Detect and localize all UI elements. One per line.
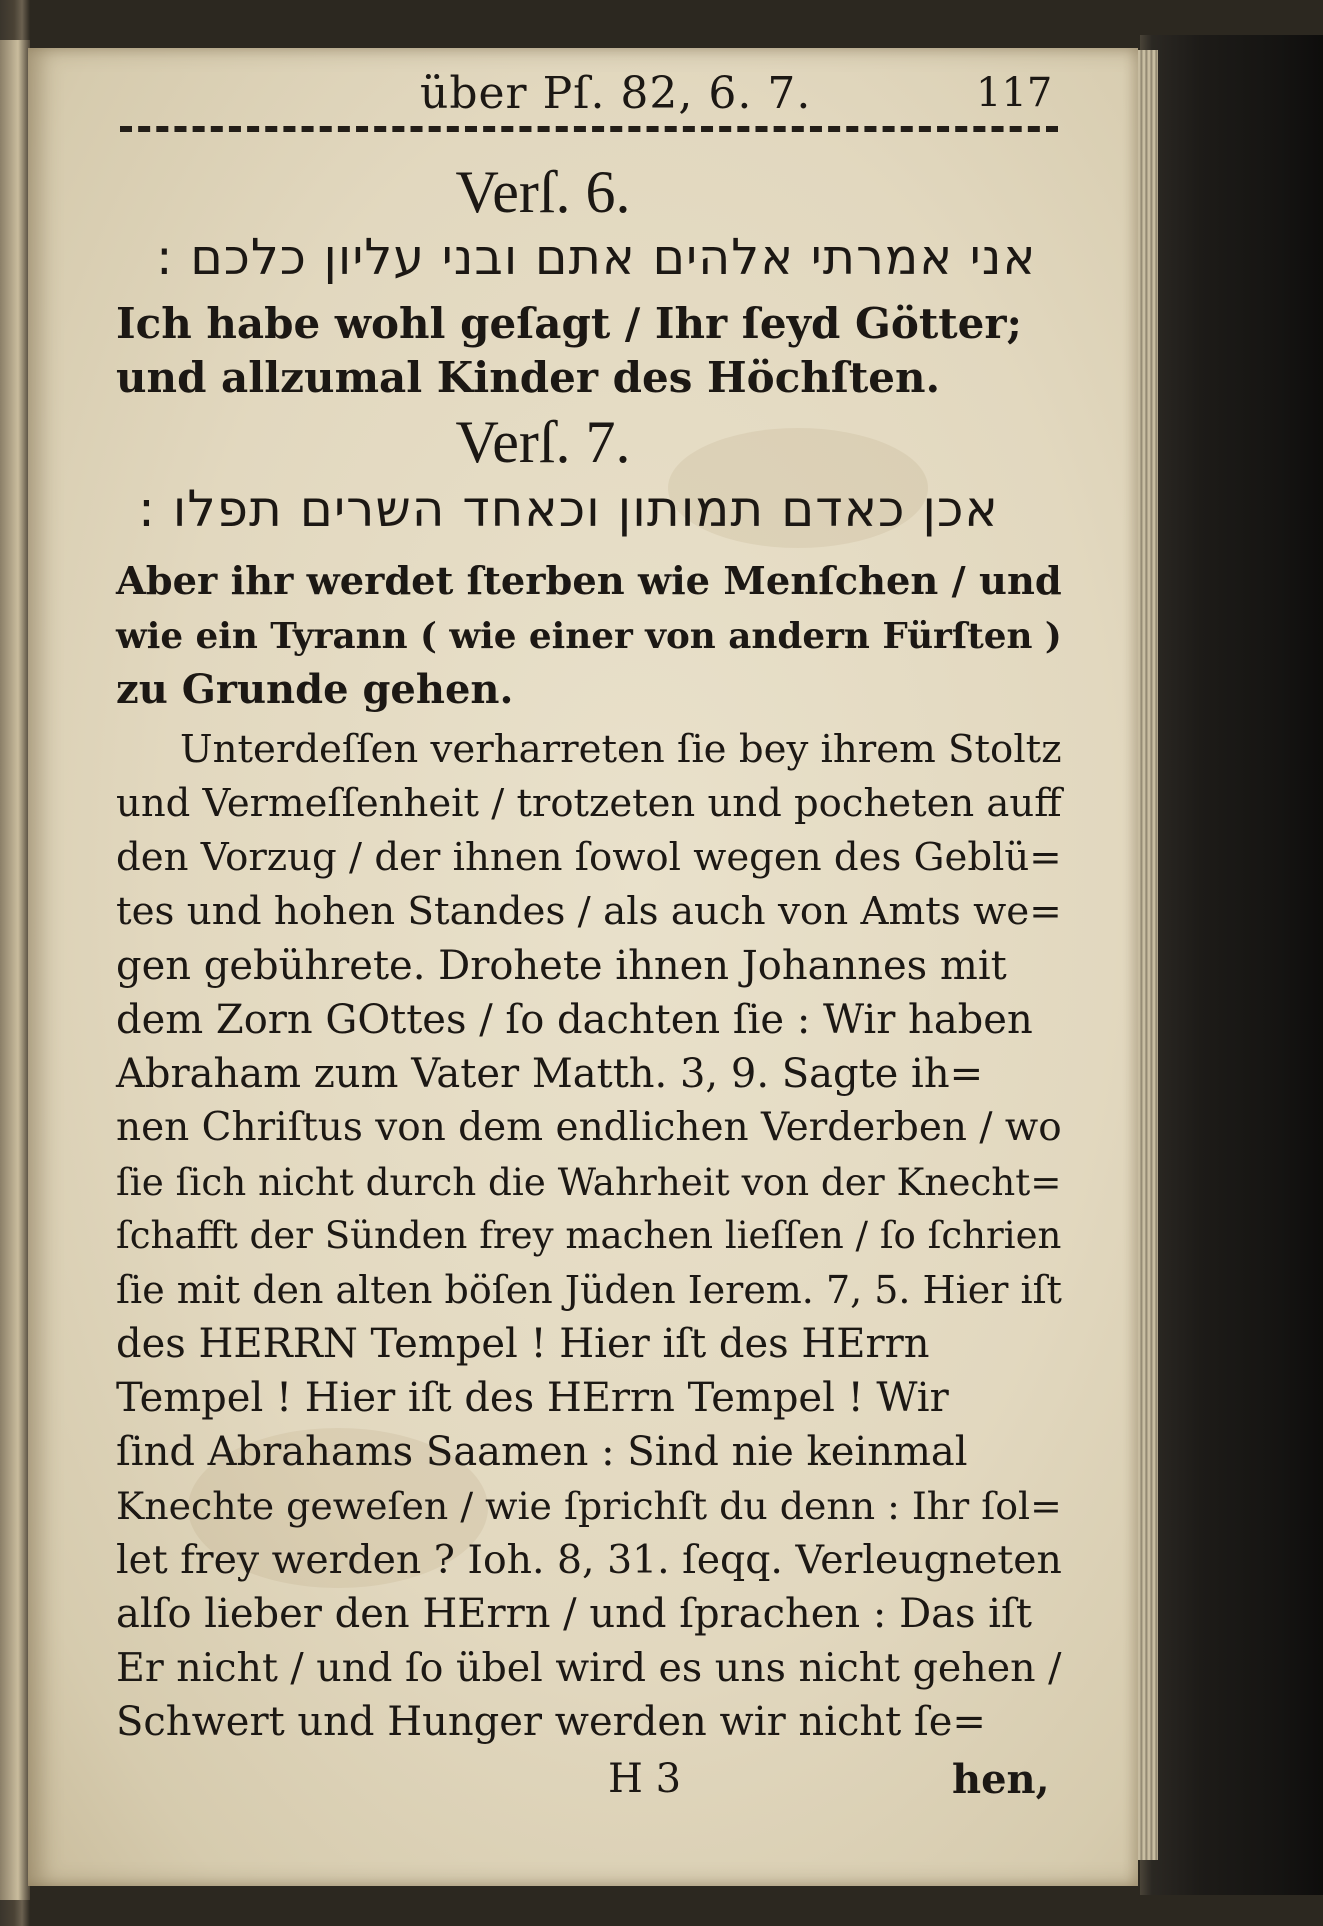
verse-7-line-3: zu Grunde gehen. bbox=[116, 666, 514, 713]
verse-7-line-1: Aber ihr werdet ſterben wie Menſchen / und bbox=[116, 559, 1062, 604]
body-line: den Vorzug / der ihnen ſowol wegen des Geblü= bbox=[116, 835, 1062, 880]
body-line: ſind Abrahams Saamen : Sind nie keinmal bbox=[116, 1429, 968, 1475]
catchword: hen, bbox=[952, 1756, 1050, 1803]
body-line: Knechte geweſen / wie ſprichſt du denn : Ihr ſol= bbox=[116, 1484, 1062, 1528]
body-line: dem Zorn GOttes / ſo dachten ſie : Wir haben bbox=[116, 997, 1033, 1043]
body-line: Er nicht / und ſo übel wird es uns nicht gehen / bbox=[116, 1645, 1062, 1691]
book-cover-board bbox=[1140, 35, 1323, 1895]
signature-mark: H 3 bbox=[608, 1756, 682, 1802]
header-rule bbox=[120, 126, 1058, 132]
body-line: Unterdeſſen verharreten ſie bey ihrem Stoltz bbox=[180, 727, 1062, 772]
body-line: und Vermeſſenheit / trotzeten und pocheten auff bbox=[116, 781, 1062, 826]
verse-6-hebrew: אני אמרתי אלהים אתם ובני עליון כלכם : bbox=[156, 228, 1037, 286]
body-line: nen Chriſtus von dem endlichen Verderben / wo bbox=[116, 1105, 1062, 1150]
body-line: Schwert und Hunger werden wir nicht ſe= bbox=[116, 1699, 986, 1745]
body-line: alſo lieber den HErrn / und ſprachen : Das iſt bbox=[116, 1591, 1032, 1637]
body-line: Tempel ! Hier iſt des HErrn Tempel ! Wir bbox=[116, 1375, 949, 1421]
body-line: ſie ſich nicht durch die Wahrheit von der Knecht= bbox=[116, 1160, 1062, 1204]
verse-7-heading: Verſ. 7. bbox=[455, 409, 631, 475]
book-page bbox=[28, 48, 1138, 1886]
page-number: 117 bbox=[976, 70, 1053, 116]
verse-6-line-2: und allzumal Kinder des Höchſten. bbox=[116, 353, 941, 402]
body-line: gen gebührete. Drohete ihnen Johannes mit bbox=[116, 943, 1007, 989]
page-header bbox=[28, 56, 1138, 126]
body-line: ſie mit den alten böſen Jüden Ierem. 7, 5. Hier iſt bbox=[116, 1268, 1062, 1312]
verse-6-heading: Verſ. 6. bbox=[455, 159, 631, 225]
body-line: ſchafft der Sünden frey machen lieſſen / ſo ſchrien bbox=[116, 1214, 1062, 1257]
running-head: über Pſ. 82, 6. 7. bbox=[420, 68, 812, 119]
verse-6-line-1: Ich habe wohl geſagt / Ihr ſeyd Götter; bbox=[116, 299, 1022, 348]
body-line: let frey werden ? Ioh. 8, 31. ſeqq. Verleugneten bbox=[116, 1537, 1062, 1583]
verse-7-line-2: wie ein Tyrann ( wie einer von andern Fürſten ) bbox=[116, 615, 1062, 657]
verse-7-hebrew: אכן כאדם תמותון וכאחד השרים תפלו : bbox=[138, 480, 999, 538]
facing-page-edge bbox=[0, 40, 30, 1900]
body-line: Abraham zum Vater Matth. 3, 9. Sagte ih= bbox=[116, 1051, 984, 1097]
body-line: des HERRN Tempel ! Hier iſt des HErrn bbox=[116, 1321, 930, 1367]
body-line: tes und hohen Standes / als auch von Amts we= bbox=[116, 889, 1062, 934]
